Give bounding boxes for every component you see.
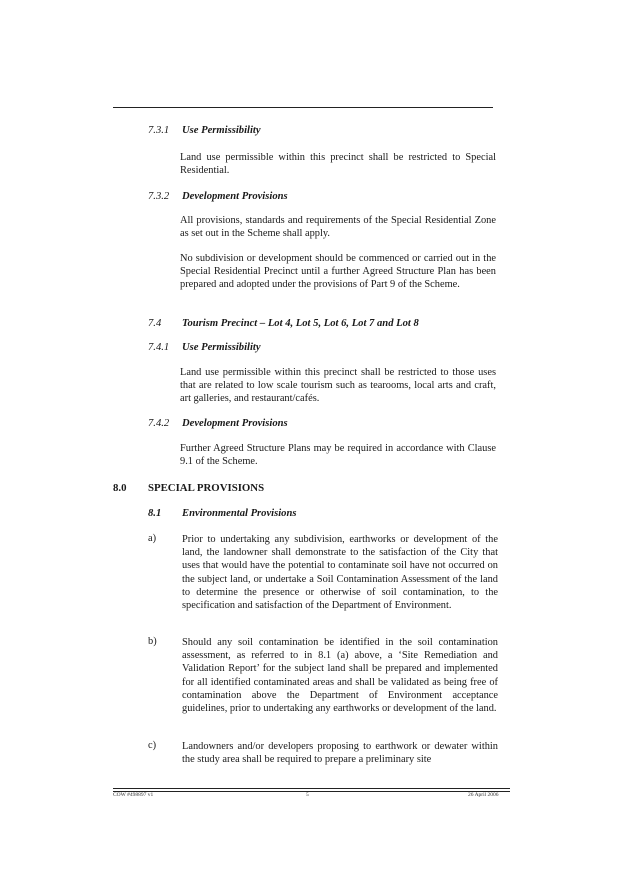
section-7-4-1-number: 7.4.1 (148, 342, 170, 353)
section-7-4-2-title: Development Provisions (182, 418, 288, 429)
footer-rule-2 (113, 791, 510, 792)
item-b-label: b) (148, 636, 157, 647)
item-a-text: Prior to undertaking any subdivision, earthworks or development of the land, the landowner shall demonstrate to the satisfaction of the City that uses that would have the potential to contaminate soil have not occurred on the subject land, or undertake a Soil Contamination Assessment of the land to determine the presence or otherwise of soil contamination, to the specification and satisfaction of the Department of Environment. (182, 534, 498, 612)
section-7-3-2-text-2: No subdivision or development should be commenced or carried out in the Special Residential Precinct until a further Agreed Structure Plan has been prepared and adopted under the provisions of Part 9 of the Scheme. (180, 253, 496, 291)
section-7-4-1-text: Land use permissible within this precinct shall be restricted to those uses that are related to low scale tourism such as tearooms, local arts and craft, art galleries, and restaurant/cafés. (180, 367, 496, 405)
footer-doc-ref: COW #498897 v1 (113, 792, 154, 798)
section-8-1-title: Environmental Provisions (182, 508, 297, 519)
section-7-4-number: 7.4 (148, 318, 162, 329)
section-7-4-title: Tourism Precinct – Lot 4, Lot 5, Lot 6, Lot 7 and Lot 8 (182, 318, 419, 329)
item-c-label: c) (148, 740, 157, 751)
header-rule (113, 107, 493, 108)
item-a-label: a) (148, 533, 157, 544)
footer-page-number: 5 (306, 792, 309, 798)
section-7-3-2-number: 7.3.2 (148, 191, 170, 202)
footer-date: 26 April 2006 (468, 792, 499, 798)
section-7-3-1-text: Land use permissible within this precinct shall be restricted to Special Residential. (180, 152, 496, 177)
section-7-4-2-text: Further Agreed Structure Plans may be required in accordance with Clause 9.1 of the Scheme. (180, 443, 496, 468)
section-7-3-2-title: Development Provisions (182, 191, 288, 202)
section-7-4-1-title: Use Permissibility (182, 342, 261, 353)
section-8-0-title: SPECIAL PROVISIONS (148, 482, 265, 494)
footer-rule (113, 788, 510, 789)
section-7-3-1-number: 7.3.1 (148, 125, 170, 136)
section-8-0-number: 8.0 (113, 482, 127, 494)
section-8-1-number: 8.1 (148, 508, 162, 519)
item-b-text: Should any soil contamination be identified in the soil contamination assessment, as referred to in 8.1 (a) above, a ‘Site Remediation and Validation Report’ for the subject land shall be prepared and implemented for all identified contaminated areas and shall be validated as being free of contamination above the Department of Environment acceptance guidelines, prior to undertaking any earthworks or development of the land. (182, 637, 498, 715)
section-7-3-1-title: Use Permissibility (182, 125, 261, 136)
section-7-4-2-number: 7.4.2 (148, 418, 170, 429)
item-c-text: Landowners and/or developers proposing to earthwork or dewater within the study area shall be required to prepare a preliminary site (182, 741, 498, 766)
section-7-3-2-text-1: All provisions, standards and requirements of the Special Residential Zone as set out in the Scheme shall apply. (180, 215, 496, 240)
